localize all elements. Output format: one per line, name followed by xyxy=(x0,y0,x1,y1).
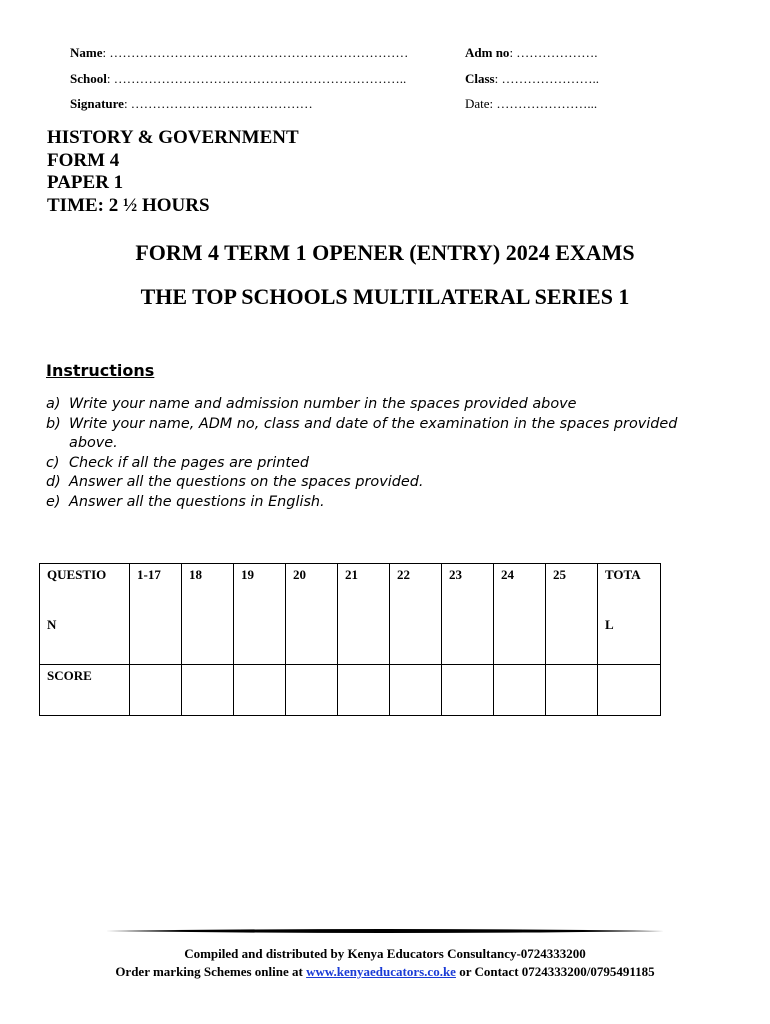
question-col-header: 19 xyxy=(234,564,286,665)
question-label: QUESTIO xyxy=(47,567,107,582)
form-level: FORM 4 xyxy=(47,149,120,171)
school-label: School xyxy=(70,71,107,86)
score-cell[interactable] xyxy=(442,665,494,716)
instruction-item xyxy=(46,473,686,493)
question-label-wrap: N xyxy=(47,617,57,632)
paper-number: PAPER 1 xyxy=(47,172,124,193)
signature-label: Signature xyxy=(70,96,124,111)
score-cell[interactable] xyxy=(182,665,234,716)
signature-dots: : …………………………………… xyxy=(123,96,313,111)
exam-title: FORM 4 TERM 1 OPENER (ENTRY) 2024 EXAMS xyxy=(135,240,635,265)
subject-title: HISTORY & GOVERNMENT xyxy=(47,127,299,148)
name-field-row xyxy=(70,45,408,61)
instruction-text: Write your name, ADM no, class and date of the examination in the spaces provided above. xyxy=(69,415,678,452)
website-link[interactable]: www.kenyaeducators.co.ke xyxy=(306,964,456,979)
total-label-wrap: L xyxy=(605,617,614,632)
adm-field-row xyxy=(465,45,598,61)
question-header-cell xyxy=(40,564,130,665)
footer-divider xyxy=(106,928,664,934)
name-label: Name xyxy=(70,45,103,60)
footer-credit: Compiled and distributed by Kenya Educators Consultancy-0724333200 xyxy=(184,946,586,961)
footer-order-prefix: Order marking Schemes online at xyxy=(115,964,307,979)
question-col-header: 1-17 xyxy=(130,564,182,665)
question-col-header: 23 xyxy=(442,564,494,665)
score-cell[interactable] xyxy=(286,665,338,716)
school-dots: : ………………………………………………………….. xyxy=(106,71,407,86)
question-col-header: 20 xyxy=(286,564,338,665)
question-row xyxy=(40,564,661,665)
exam-time: TIME: 2 ½ HOURS xyxy=(47,194,210,216)
score-cell[interactable] xyxy=(494,665,546,716)
instruction-item xyxy=(46,493,686,513)
total-label: TOTA xyxy=(605,567,641,582)
instruction-text: Answer all the questions on the spaces provided. xyxy=(69,474,424,491)
total-header-cell xyxy=(598,564,661,665)
date-dots: : …………………... xyxy=(489,96,598,111)
score-row xyxy=(40,665,661,716)
score-label: SCORE xyxy=(40,665,130,716)
question-col-header: 25 xyxy=(546,564,598,665)
class-dots: : ………………….. xyxy=(494,71,599,86)
instruction-item xyxy=(46,395,686,415)
score-cell[interactable] xyxy=(546,665,598,716)
score-cell[interactable] xyxy=(338,665,390,716)
series-title: THE TOP SCHOOLS MULTILATERAL SERIES 1 xyxy=(140,284,630,309)
instruction-label: d) xyxy=(46,474,61,491)
subject-block xyxy=(47,127,299,217)
instruction-label: b) xyxy=(46,415,61,432)
name-dots: : …………………………………………………………… xyxy=(102,45,409,60)
score-cell[interactable] xyxy=(234,665,286,716)
instruction-text: Answer all the questions in English. xyxy=(69,493,325,510)
school-field-row xyxy=(70,71,406,87)
score-cell[interactable] xyxy=(130,665,182,716)
footer-order-suffix: or Contact 0724333200/0795491185 xyxy=(455,964,655,979)
signature-field-row xyxy=(70,96,313,112)
adm-dots: : ………………. xyxy=(509,45,598,60)
instruction-text: Check if all the pages are printed xyxy=(69,454,310,471)
class-label: Class xyxy=(465,71,495,86)
question-col-header: 22 xyxy=(390,564,442,665)
date-label: Date xyxy=(465,96,490,111)
total-score-cell[interactable] xyxy=(598,665,661,716)
instruction-label: c) xyxy=(46,454,60,471)
question-col-header: 18 xyxy=(182,564,234,665)
date-field-row xyxy=(465,96,597,112)
question-col-header: 24 xyxy=(494,564,546,665)
score-cell[interactable] xyxy=(390,665,442,716)
instruction-label: a) xyxy=(46,396,61,412)
adm-label: Adm no xyxy=(465,45,510,60)
instruction-item xyxy=(46,454,686,474)
footer-order-line xyxy=(0,964,770,980)
class-field-row xyxy=(465,71,599,87)
instruction-text: Write your name and admission number in the spaces provided above xyxy=(69,396,577,412)
question-col-header: 21 xyxy=(338,564,390,665)
instructions-heading: Instructions xyxy=(46,361,155,380)
instruction-item xyxy=(46,415,686,454)
score-table xyxy=(39,563,661,716)
instructions-list xyxy=(46,395,686,513)
instruction-label: e) xyxy=(46,493,61,510)
